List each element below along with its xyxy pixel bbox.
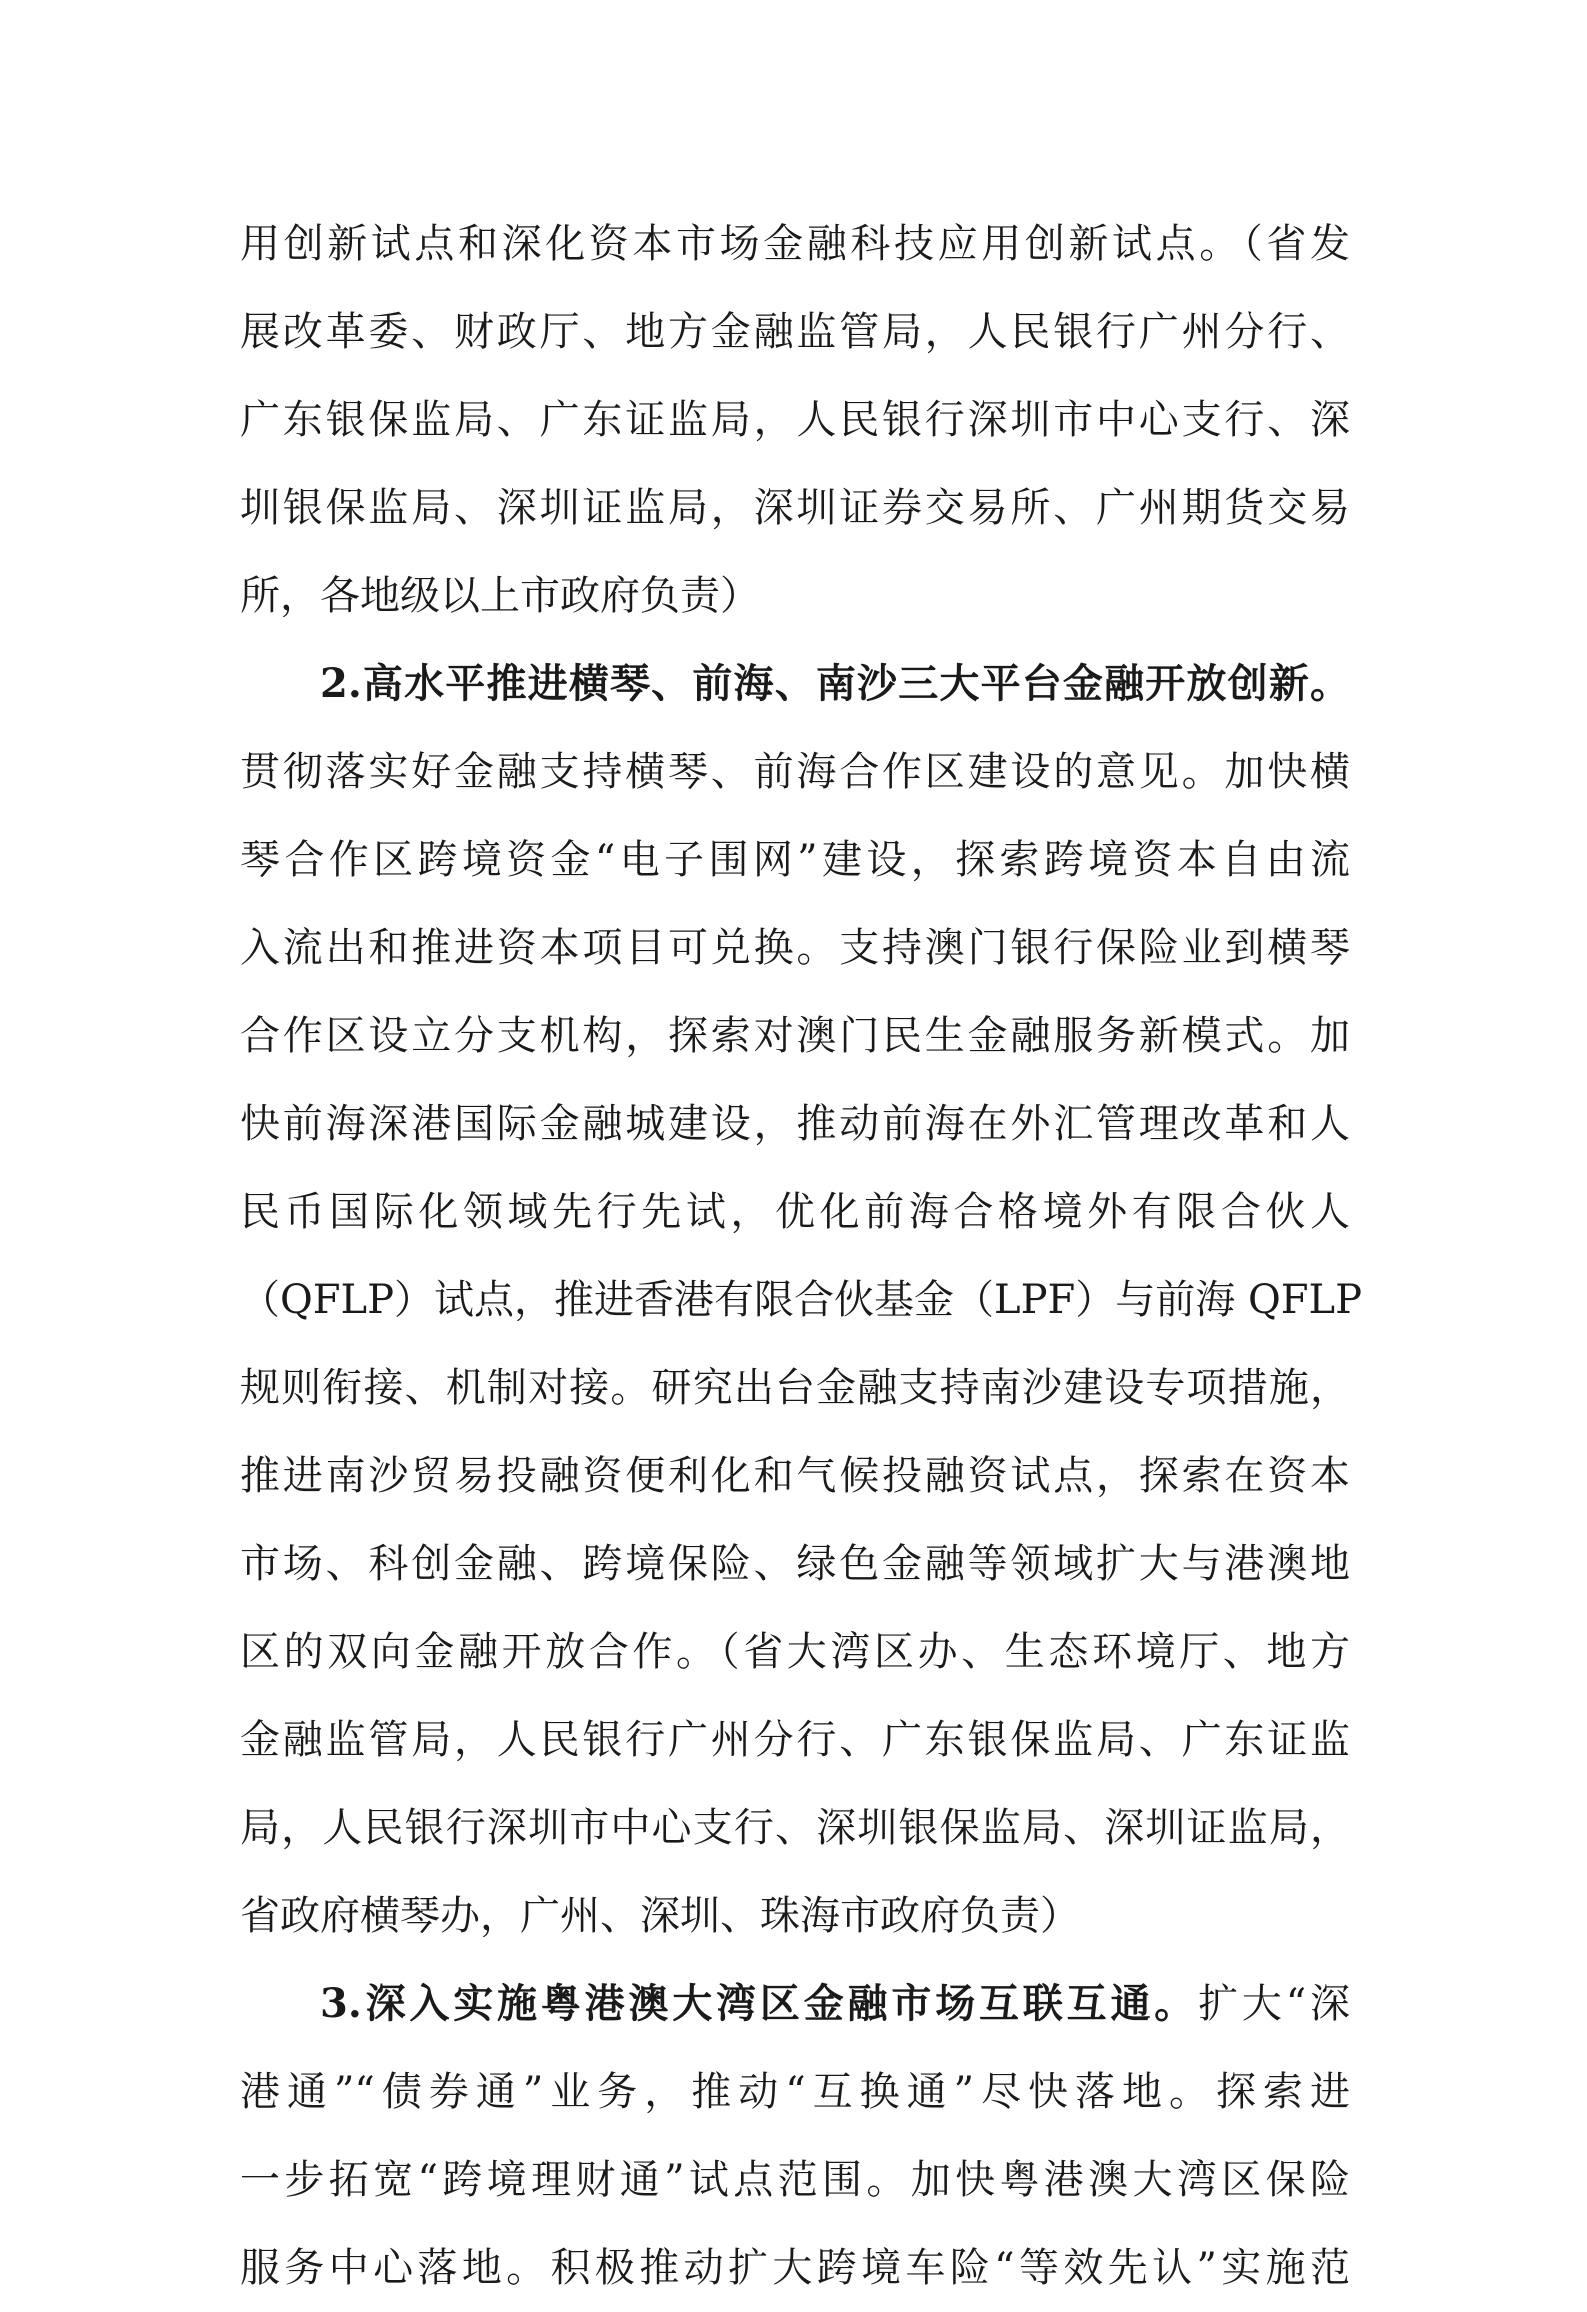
paragraph-line: 入流出和推进资本项目可兑换。支持澳门银行保险业到横琴	[240, 925, 1350, 971]
paragraph-line: 用创新试点和深化资本市场金融科技应用创新试点。（省发	[240, 221, 1350, 267]
paragraph-line: 推进南沙贸易投融资便利化和气候投融资试点，探索在资本	[240, 1453, 1350, 1499]
paragraph-line: 省政府横琴办，广州、深圳、珠海市政府负责）	[240, 1893, 1080, 1939]
paragraph-line: 服务中心落地。积极推动扩大跨境车险“等效先认”实施范	[240, 2245, 1350, 2291]
paragraph-line: 合作区设立分支机构，探索对澳门民生金融服务新模式。加	[240, 1013, 1350, 1059]
section-3-heading-tail: 扩大“深	[1198, 1981, 1350, 2027]
paragraph-line: 广东银保监局、广东证监局，人民银行深圳市中心支行、深	[240, 397, 1350, 443]
paragraph-line: 区的双向金融开放合作。（省大湾区办、生态环境厅、地方	[240, 1629, 1350, 1675]
paragraph-line: 民币国际化领域先行先试，优化前海合格境外有限合伙人	[240, 1189, 1350, 1235]
paragraph-line: 贯彻落实好金融支持横琴、前海合作区建设的意见。加快横	[240, 749, 1350, 795]
paragraph-line: 一步拓宽“跨境理财通”试点范围。加快粤港澳大湾区保险	[240, 2157, 1350, 2203]
paragraph-line: 规则衔接、机制对接。研究出台金融支持南沙建设专项措施，	[240, 1365, 1350, 1411]
section-2-heading: 2.高水平推进横琴、前海、南沙三大平台金融开放创新。	[320, 660, 1350, 707]
paragraph-line: 金融监管局，人民银行广州分行、广东银保监局、广东证监	[240, 1717, 1350, 1763]
paragraph-line: 琴合作区跨境资金“电子围网”建设，探索跨境资本自由流	[240, 837, 1350, 883]
paragraph-line: 局，人民银行深圳市中心支行、深圳银保监局、深圳证监局，	[240, 1805, 1350, 1851]
paragraph-line: 港通”“债券通”业务，推动“互换通”尽快落地。探索进	[240, 2069, 1350, 2115]
paragraph-line: 展改革委、财政厅、地方金融监管局，人民银行广州分行、	[240, 309, 1350, 355]
paragraph-line: （QFLP）试点，推进香港有限合伙基金（LPF）与前海 QFLP	[240, 1277, 1362, 1323]
paragraph-line: 圳银保监局、深圳证监局，深圳证券交易所、广州期货交易	[240, 485, 1350, 531]
paragraph-line: 所，各地级以上市政府负责）	[240, 573, 760, 619]
paragraph-line: 快前海深港国际金融城建设，推动前海在外汇管理改革和人	[240, 1101, 1350, 1147]
body-text	[240, 200, 1362, 2312]
section-3-heading: 3.深入实施粤港澳大湾区金融市场互联互通。	[320, 1980, 1199, 2027]
paragraph-line: 市场、科创金融、跨境保险、绿色金融等领域扩大与港澳地	[240, 1541, 1350, 1587]
section-3-heading-line	[240, 1960, 1350, 2048]
